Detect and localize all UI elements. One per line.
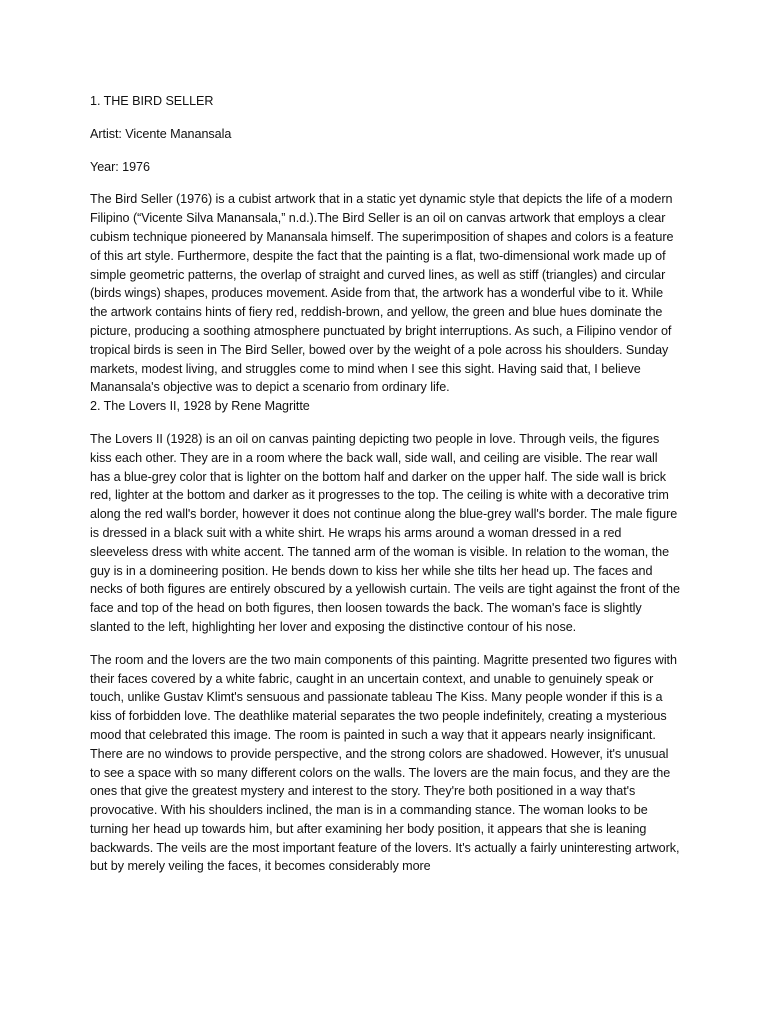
paragraph-lovers-analysis: The room and the lovers are the two main components of this painting. Magritte presented two figures with their faces covered by a white fabric, caught in an uncertain context, and unable to genuinely speak or touch, unlike Gustav Klimt's sensuous and passionate tableau The Kiss. Many people wonder if this is a kiss of forbidden love. The deathlike material separates the two people indefinitely, creating a mysterious mood that celebrated this image. The room is painted in such a way that it appears nearly insignificant. There are no windows to provide perspective, and the strong colors are shadowed. However, it's unusual to see a space with so many different colors on the walls. The lovers are the main focus, and they are the ones that give the greatest mystery and interest to the story. They're both positioned in a way that's provocative. With his shoulders inclined, the man is in a commanding stance. The woman looks to be turning her head up towards him, but after examining her body position, it appears that she is leaning backwards. The veils are the most important feature of the lovers. It's actually a fairly uninteresting artwork, but by merely veiling the faces, it becomes considerably more bbox=[90, 652, 680, 874]
year-line: Year: 1976 bbox=[90, 159, 150, 174]
paragraph-bird-seller: The Bird Seller (1976) is a cubist artwork that in a static yet dynamic style that depicts the life of a modern Filipino (“Vicente Silva Manansala,” n.d.).The Bird Seller is an oil on canvas artwork that employs a clear cubism technique pioneered by Manansala himself. The superimposition of shapes and colors is a feature of this art style. Furthermore, despite the fact that the painting is a flat, two-dimensional work made up of simple geometric patterns, the overlap of straight and curved lines, as well as stiff (triangles) and circular (birds wings) shapes, produces movement. Aside from that, the artwork has a wonderful vibe to it. While the artwork contains hints of fiery red, reddish-brown, and yellow, the green and blue hues dominate the picture, producing a soothing atmosphere punctuated by bright interruptions. As such, a Filipino vendor of tropical birds is seen in The Bird Seller, bowed over by the weight of a pole across his shoulders. Sunday markets, modest living, and struggles come to mind when I see this sight. Having said that, I believe Manansala's objective was to depict a scenario from ordinary life. bbox=[90, 192, 674, 395]
paragraph-lovers-description: The Lovers II (1928) is an oil on canvas painting depicting two people in love. Through veils, the figures kiss each other. They are in a room where the back wall, side wall, and ceiling are visible. The rear wall has a blue-grey color that is lighter on the bottom half and darker on the upper half. The side wall is brick red, lighter at the bottom and darker as it progresses to the top. The ceiling is white with a decorative trim along the red wall's border, however it does not continue along the blue-grey wall's border. The male figure is dressed in a black suit with a white shirt. He wraps his arms around a woman dressed in a red sleeveless dress with white accent. The tanned arm of the woman is visible. In relation to the woman, the guy is in a domineering position. He bends down to kiss her while she tilts her head up. The faces and necks of both figures are entirely obscured by a yellowish curtain. The veils are tight against the front of the face and top of the head on both figures, then loosen towards the back. The woman's face is slightly slanted to the left, highlighting her lover and exposing the distinctive contour of his nose. bbox=[90, 431, 680, 634]
section-heading-lovers: 2. The Lovers II, 1928 by Rene Magritte bbox=[90, 399, 310, 414]
document-body bbox=[90, 92, 680, 876]
artist-line: Artist: Vicente Manansala bbox=[90, 126, 232, 141]
section-heading-bird-seller: 1. THE BIRD SELLER bbox=[90, 94, 214, 108]
